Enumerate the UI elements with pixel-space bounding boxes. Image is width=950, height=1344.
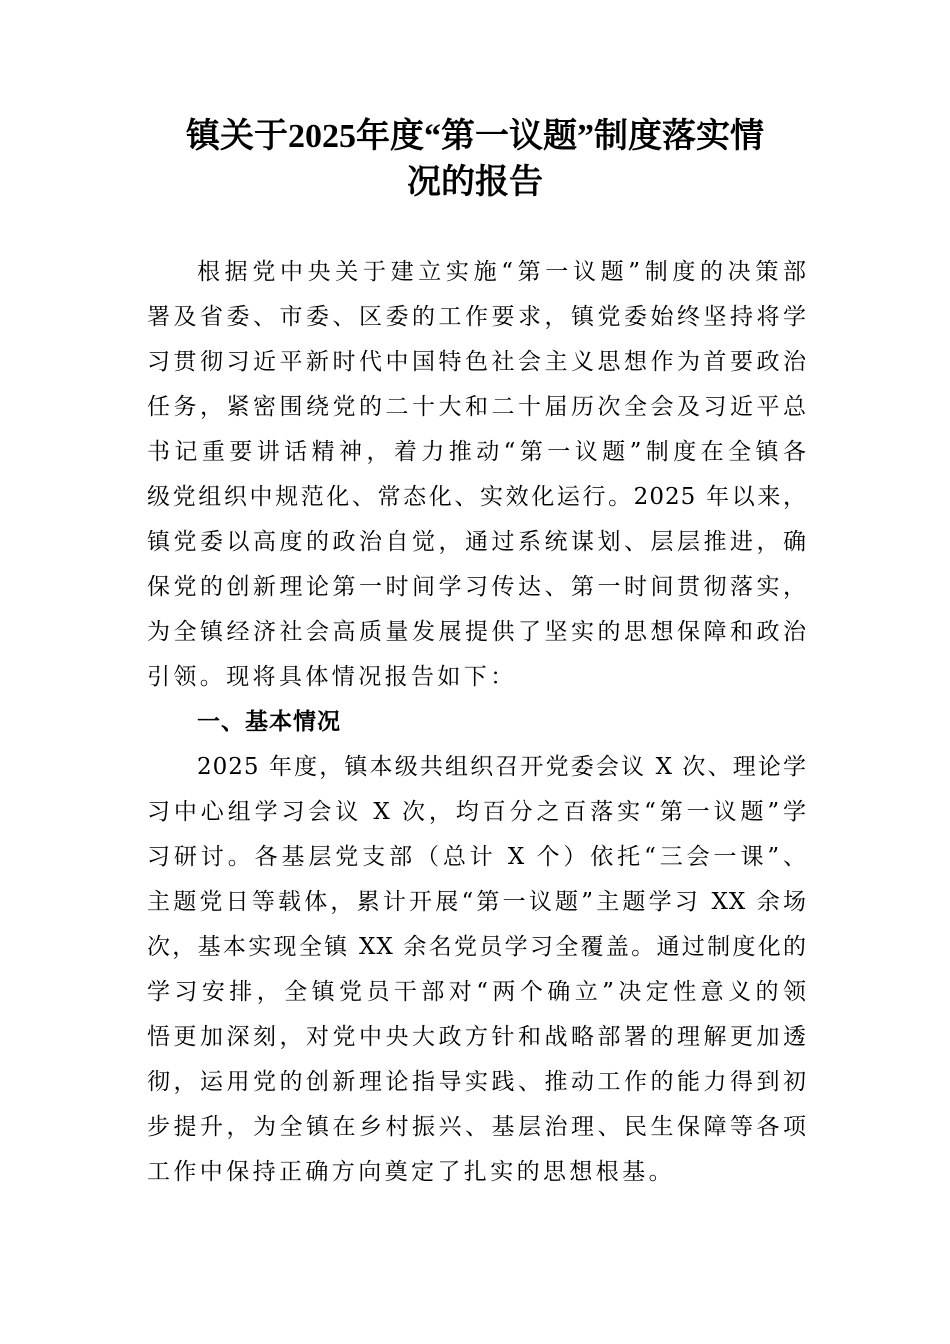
- paragraph-line: 为全镇经济社会高质量发展提供了坚实的思想保障和政治: [147, 619, 807, 645]
- paragraph-line: 学习安排，全镇党员干部对“两个确立”决定性意义的领: [147, 979, 807, 1005]
- paragraph-line: 习贯彻习近平新时代中国特色社会主义思想作为首要政治: [147, 349, 807, 375]
- document-body: [147, 250, 807, 1195]
- paragraph-line: 级党组织中规范化、常态化、实效化运行。2025 年以来，: [147, 484, 807, 510]
- paragraph-line: 习中心组学习会议 X 次，均百分之百落实“第一议题”学: [147, 799, 807, 825]
- paragraph-line: 彻，运用党的创新理论指导实践、推动工作的能力得到初: [147, 1069, 807, 1095]
- paragraph-line: 镇党委以高度的政治自觉，通过系统谋划、层层推进，确: [147, 529, 807, 555]
- paragraph: [147, 250, 807, 700]
- paragraph-line: 根据党中央关于建立实施“第一议题”制度的决策部: [197, 259, 807, 285]
- title-line: 镇关于2025年度“第一议题”制度落实情: [186, 118, 764, 155]
- title-line: 况的报告: [407, 164, 543, 201]
- paragraph-line: 保党的创新理论第一时间学习传达、第一时间贯彻落实，: [147, 574, 807, 600]
- paragraph-line: 书记重要讲话精神，着力推动“第一议题”制度在全镇各: [147, 439, 807, 465]
- paragraph-line: 习研讨。各基层党支部（总计 X 个）依托“三会一课”、: [147, 844, 807, 870]
- paragraph-line: 主题党日等载体，累计开展“第一议题”主题学习 XX 余场: [147, 889, 807, 915]
- paragraph-line: 次，基本实现全镇 XX 余名党员学习全覆盖。通过制度化的: [147, 934, 807, 960]
- paragraph-line: 任务，紧密围绕党的二十大和二十届历次全会及习近平总: [147, 394, 807, 420]
- document-title: [120, 114, 830, 206]
- paragraph-line: 2025 年度，镇本级共组织召开党委会议 X 次、理论学: [197, 754, 807, 780]
- paragraph-line: 悟更加深刻，对党中央大政方针和战略部署的理解更加透: [147, 1024, 807, 1050]
- paragraph-line: 工作中保持正确方向奠定了扎实的思想根基。: [147, 1159, 675, 1185]
- paragraph: [147, 745, 807, 1195]
- paragraph-line: 署及省委、市委、区委的工作要求，镇党委始终坚持将学: [147, 304, 807, 330]
- section-heading: 一、基本情况: [197, 709, 341, 735]
- paragraph-line: 步提升，为全镇在乡村振兴、基层治理、民生保障等各项: [147, 1114, 807, 1140]
- paragraph-line: 引领。现将具体情况报告如下：: [147, 664, 517, 690]
